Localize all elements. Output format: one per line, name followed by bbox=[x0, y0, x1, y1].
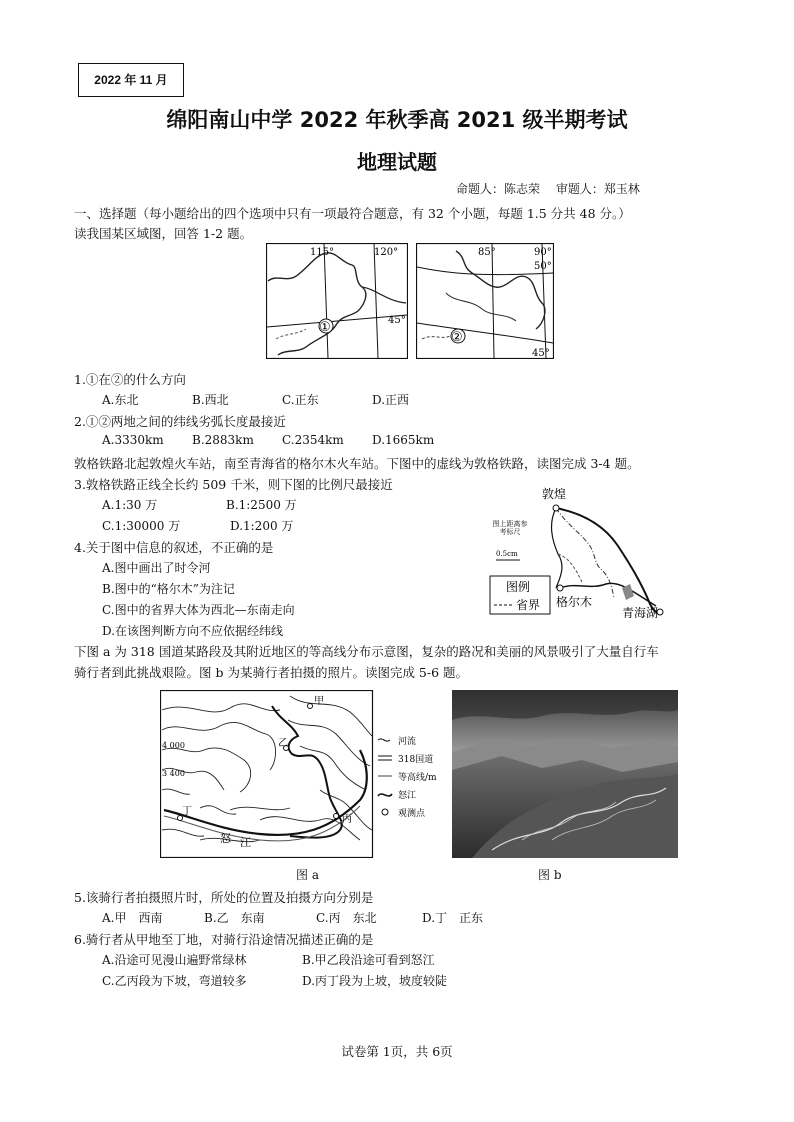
contour-label-4000: 4 000 bbox=[162, 741, 185, 750]
q4-option-c: C.图中的省界大体为西北—东南走向 bbox=[102, 603, 295, 617]
map2-marker: ② bbox=[451, 330, 463, 345]
q2-stem: 2.①②两地之间的纬线劣弧长度最接近 bbox=[74, 414, 286, 429]
map2-lat1: 50° bbox=[534, 261, 552, 272]
map1-lat: 45° bbox=[388, 315, 406, 326]
intro-5-6-line1: 下图 a 为 318 国道某路段及其附近地区的等高线分布示意图，复杂的路况和美丽的风景吸引了大量自行车 bbox=[74, 644, 659, 659]
q3-option-a: A.1:30 万 bbox=[102, 498, 158, 512]
label-qinghai-lake: 青海湖 bbox=[622, 606, 659, 620]
intro-3-4: 敦格铁路北起敦煌火车站，南至青海省的格尔木火车站。下图中的虚线为敦格铁路，读图完成 3-4 题。 bbox=[74, 456, 640, 471]
q4-option-a: A.图中画出了时令河 bbox=[102, 561, 211, 575]
legend-nujiang: 怒江 bbox=[398, 791, 417, 801]
figure-b-caption: 图 b bbox=[538, 868, 562, 882]
scale-value: 0.5cm bbox=[496, 550, 518, 558]
q4-option-d: D.在该图判断方向不应依据经纬线 bbox=[102, 624, 284, 638]
q5-option-d: D.丁 正东 bbox=[422, 911, 484, 925]
label-golmud: 格尔木 bbox=[556, 595, 593, 609]
q3-option-d: D.1:200 万 bbox=[230, 519, 294, 533]
q1-option-d: D.正西 bbox=[372, 393, 410, 407]
q1-option-b: B.西北 bbox=[192, 393, 229, 407]
q5-option-a: A.甲 西南 bbox=[102, 911, 163, 925]
river-label-jiang: 江 bbox=[240, 836, 251, 849]
figure-a-contour-map bbox=[160, 690, 452, 858]
map2-lat2: 45° bbox=[532, 348, 550, 359]
point-label-ding: 丁 bbox=[182, 806, 192, 817]
q5-option-b: B.乙 东南 bbox=[204, 911, 265, 925]
legend-observation-point: 观测点 bbox=[398, 809, 426, 819]
q4-stem: 4.关于图中信息的叙述，不正确的是 bbox=[74, 540, 274, 555]
page-title: 绵阳南山中学 2022 年秋季高 2021 级半期考试 bbox=[166, 108, 628, 132]
point-label-yi: 乙 bbox=[278, 738, 288, 749]
map1-lon1: 115° bbox=[310, 247, 335, 258]
q2-option-c: C.2354km bbox=[282, 433, 344, 447]
region-map-2 bbox=[416, 243, 554, 359]
legend-river: 河流 bbox=[398, 737, 417, 747]
figure-a-legend bbox=[378, 735, 437, 819]
legend-title: 图例 bbox=[506, 580, 531, 594]
q6-option-a: A.沿途可见漫山遍野常绿林 bbox=[102, 953, 247, 967]
map1-lon2: 120° bbox=[374, 247, 399, 258]
point-label-jia: 甲 bbox=[314, 696, 324, 707]
q3-option-c: C.1:30000 万 bbox=[102, 519, 181, 533]
intro-5-6-line2: 骑行者到此挑战艰险。图 b 为某骑行者拍摄的照片。读图完成 5-6 题。 bbox=[74, 665, 469, 680]
map2-lon1: 85° bbox=[478, 247, 496, 258]
date-box: 2022 年 11 月 bbox=[78, 63, 184, 97]
legend-road: 318国道 bbox=[398, 755, 434, 765]
q6-option-c: C.乙丙段为下坡，弯道较多 bbox=[102, 974, 247, 988]
railway-map bbox=[486, 484, 686, 622]
q1-option-c: C.正东 bbox=[282, 393, 319, 407]
legend-item: 省界 bbox=[516, 598, 541, 612]
scale-label: 图上距离参考标尺 bbox=[492, 520, 528, 536]
figure-b-photo bbox=[452, 690, 678, 858]
q3-stem: 3.敦格铁路正线全长约 509 千米，则下图的比例尺最接近 bbox=[74, 477, 393, 492]
figure-a-caption: 图 a bbox=[296, 868, 319, 882]
q1-option-a: A.东北 bbox=[102, 393, 139, 407]
label-dunhuang: 敦煌 bbox=[542, 487, 567, 501]
map2-lon2: 90° bbox=[534, 247, 552, 258]
q5-stem: 5.该骑行者拍摄照片时，所处的位置及拍摄方向分别是 bbox=[74, 890, 374, 905]
map1-marker: ① bbox=[319, 320, 331, 335]
q6-option-b: B.甲乙段沿途可看到怒江 bbox=[302, 953, 435, 967]
legend-contour: 等高线/m bbox=[398, 773, 437, 783]
q1-stem: 1.①在②的什么方向 bbox=[74, 372, 186, 387]
q6-option-d: D.丙丁段为上坡，坡度较陡 bbox=[302, 974, 448, 988]
q4-option-b: B.图中的“格尔木”为注记 bbox=[102, 582, 235, 596]
q2-option-a: A.3330km bbox=[102, 433, 164, 447]
q6-stem: 6.骑行者从甲地至丁地，对骑行沿途情况描述正确的是 bbox=[74, 932, 374, 947]
point-label-bing: 丙 bbox=[342, 814, 352, 825]
q3-option-b: B.1:2500 万 bbox=[226, 498, 297, 512]
region-map-1 bbox=[266, 243, 408, 359]
page-subtitle: 地理试题 bbox=[357, 150, 437, 174]
section-heading: 一、选择题（每小题给出的四个选项中只有一项最符合题意，有 32 个小题，每题 1.5 分共 48 分。） bbox=[74, 206, 631, 221]
page-footer: 试卷第 1页，共 6页 bbox=[341, 1044, 453, 1059]
q2-option-b: B.2883km bbox=[192, 433, 254, 447]
river-label-nu: 怒 bbox=[220, 832, 231, 845]
intro-1-2: 读我国某区域图，回答 1-2 题。 bbox=[74, 226, 253, 241]
contour-label-3400: 3 400 bbox=[162, 769, 185, 778]
authors-line: 命题人：陈志荣 审题人：郑玉林 bbox=[456, 182, 640, 196]
q5-option-c: C.丙 东北 bbox=[316, 911, 377, 925]
q2-option-d: D.1665km bbox=[372, 433, 435, 447]
